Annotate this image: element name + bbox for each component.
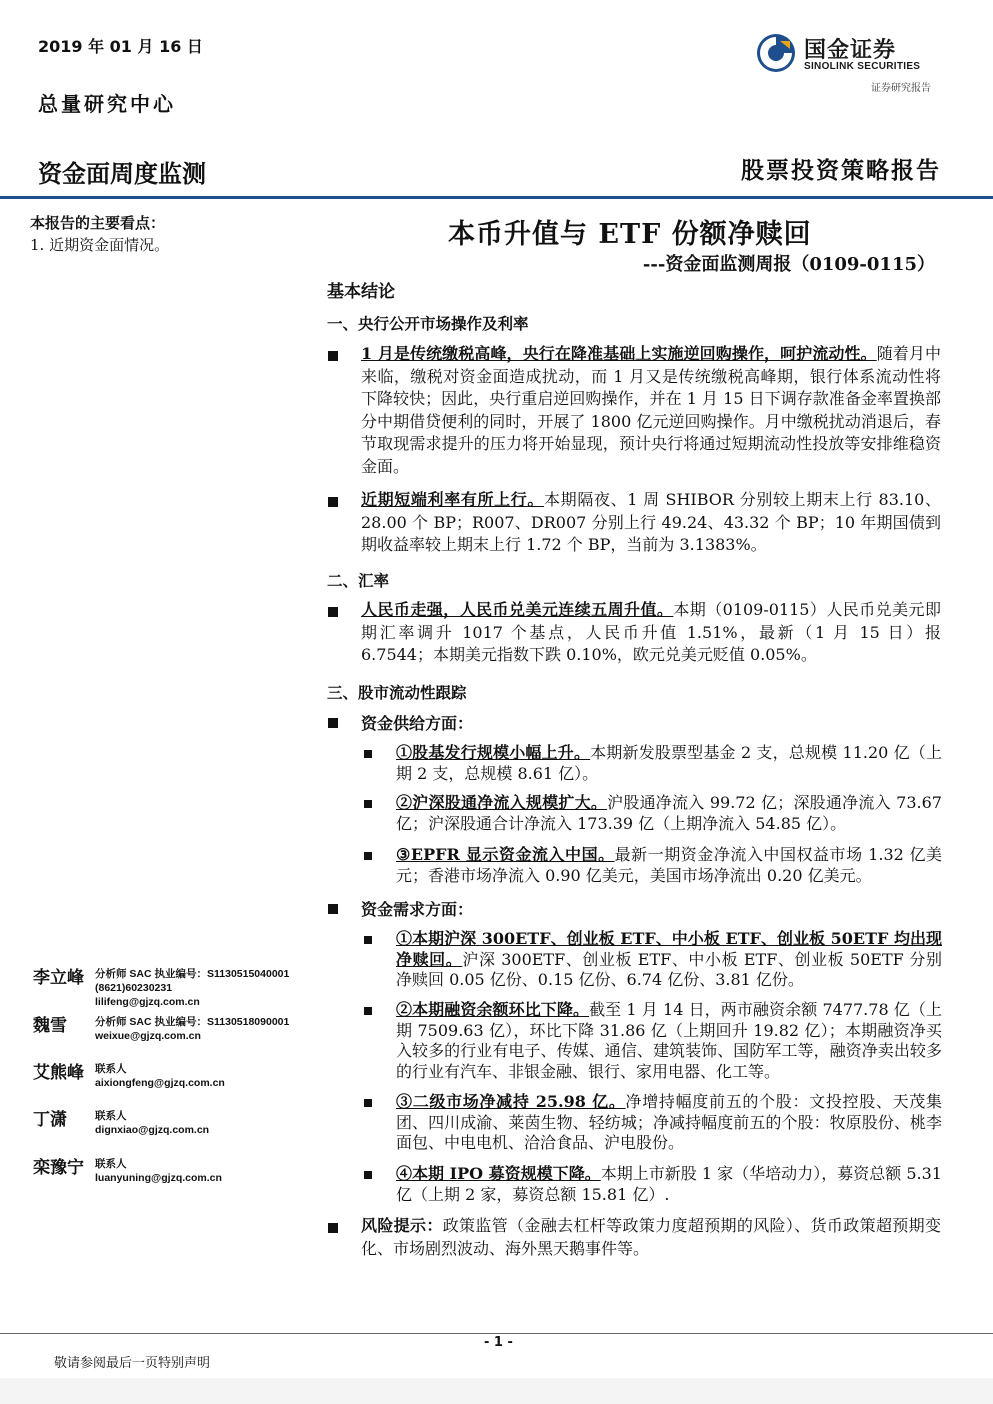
analyst-info: [95, 1062, 225, 1090]
bottom-band: [0, 1378, 993, 1404]
bullet-square-icon: [328, 607, 338, 617]
paragraph-emphasis: ③二级市场净减持 25.98 亿。: [396, 1092, 626, 1111]
bullet-small-icon: [364, 852, 372, 860]
header-divider: [0, 196, 993, 199]
bullet-square-icon: [328, 497, 338, 507]
analyst-info: [95, 1109, 209, 1137]
paragraph: [361, 599, 941, 667]
logo-subtitle: 证券研究报告: [871, 83, 931, 94]
page-number: - 1 -: [484, 1335, 513, 1350]
logo-text-cn: 国金证券: [804, 38, 897, 63]
sub-paragraph: [396, 1092, 942, 1154]
bullet-small-icon: [364, 1171, 372, 1179]
paragraph-body: 沪股通净流入 99.72 亿；深股通净流入 73.67 亿；沪深股通合计净流入 173.39 亿（上期净流入 54.85 亿）。: [396, 793, 942, 833]
section-heading: 三、股市流动性跟踪: [327, 683, 467, 702]
department-name: 总量研究中心: [38, 92, 176, 116]
paragraph-emphasis: ①本期沪深 300ETF、创业板 ETF、中小板 ETF、创业板 50ETF 均出现净赎回。: [396, 929, 942, 969]
main-title: 本币升值与 ETF 份额净赎回: [448, 219, 812, 250]
bullet-small-icon: [364, 1007, 372, 1015]
analyst-line: 联系人: [95, 1063, 127, 1075]
footer-divider: [0, 1333, 993, 1334]
risk-body: 政策监管（金融去杠杆等政策力度超预期的风险）、货币政策超预期变化、市场剧烈波动、海外黑天鹅事件等。: [361, 1216, 941, 1258]
analyst-name: 魏雪: [33, 1016, 67, 1036]
paragraph-emphasis: ②本期融资余额环比下降。: [396, 1000, 590, 1019]
sub-paragraph: [396, 1164, 942, 1205]
paragraph-emphasis: ④本期 IPO 募资规模下降。: [396, 1164, 601, 1183]
bullet-small-icon: [364, 1099, 372, 1107]
paragraph: [361, 489, 941, 557]
analyst-email: luanyuning@gjzq.com.cn: [95, 1172, 222, 1184]
bullet-small-icon: [364, 750, 372, 758]
paragraph-body: 本期上市新股 1 家（华培动力），募资总额 5.31 亿（上期 2 家，募资总额 15.81 亿）.: [396, 1164, 942, 1204]
company-logo: [756, 31, 946, 94]
sinolink-logo-icon: [756, 33, 796, 73]
paragraph-emphasis: 人民币走强，人民币兑美元连续五周升值。: [361, 600, 674, 619]
paragraph: [361, 1215, 941, 1260]
footer-disclaimer: 敬请参阅最后一页特别声明: [54, 1356, 211, 1371]
logo-text-en: SINOLINK SECURITIES: [804, 61, 921, 72]
paragraph-body: 最新一期资金净流入中国权益市场 1.32 亿美元；香港市场净流入 0.90 亿美元，美国市场净流出 0.20 亿美元。: [396, 845, 942, 885]
sidebar-heading: 本报告的主要看点：: [30, 214, 166, 232]
supply-heading: 资金供给方面：: [361, 714, 474, 733]
sub-paragraph: [396, 1000, 942, 1082]
bullet-square-icon: [328, 718, 338, 728]
bullet-small-icon: [364, 800, 372, 808]
analyst-email: aixiongfeng@gjzq.com.cn: [95, 1077, 225, 1089]
analyst-email: weixue@gjzq.com.cn: [95, 1030, 201, 1042]
paragraph-body: 沪深 300ETF、创业板 ETF、中小板 ETF、创业板 50ETF 分别净赎回 0.05 亿份、0.15 亿份、6.74 亿份、3.81 亿份。: [396, 949, 942, 989]
analyst-line: (8621)60230231: [95, 982, 173, 994]
sub-paragraph: [396, 929, 942, 991]
sub-title: ---资金面监测周报（0109-0115）: [642, 254, 935, 275]
analyst-line: 联系人: [95, 1110, 127, 1122]
report-type: 股票投资策略报告: [741, 157, 941, 184]
analyst-name: 艾熊峰: [33, 1063, 84, 1083]
bullet-square-icon: [328, 351, 338, 361]
paragraph-emphasis: 1 月是传统缴税高峰，央行在降准基础上实施逆回购操作，呵护流动性。: [361, 344, 877, 363]
analyst-info: [95, 967, 289, 1009]
demand-heading: 资金需求方面：: [361, 900, 474, 919]
conclusion-heading: 基本结论: [327, 282, 395, 302]
analyst-info: [95, 1015, 289, 1043]
analyst-line: 分析师 SAC 执业编号：S1130518090001: [95, 1016, 290, 1028]
sub-paragraph: [396, 845, 942, 886]
paragraph: [361, 343, 941, 478]
paragraph-emphasis: ①股基发行规模小幅上升。: [396, 743, 591, 762]
report-date: 2019 年 01 月 16 日: [38, 37, 203, 56]
analyst-name: 丁潇: [33, 1110, 67, 1130]
paragraph-body: 截至 1 月 14 日，两市融资余额 7477.78 亿（上期 7509.63 亿），环比下降 31.86 亿（上期回升 19.82 亿）；本期融资净买入较多的行业有电子、传媒、通信、建筑装饰、国防军工等，融资净卖出较多的行业有汽车、非银金融、银行、家用电器、化工等。: [396, 1000, 942, 1081]
analyst-line: 分析师 SAC 执业编号：S1130515040001: [95, 968, 290, 980]
paragraph-body: 随着月中来临，缴税对资金面造成扰动，而 1 月又是传统缴税高峰期，银行体系流动性将下降较快；因此，央行重启逆回购操作，并在 1 月 15 日下调存款准备金率置换部分中期借贷便利的同时，开展了 1800 亿元逆回购操作。月中缴税扰动消退后，春节取现需求提升的压力将开始显现，预计央行将通过短期流动性投放等安排维稳资金面。: [361, 344, 941, 476]
paragraph-body: 净增持幅度前五的个股：文投控股、天茂集团、四川成渝、莱茵生物、轻纺城；净减持幅度前五的个股：牧原股份、桃李面包、中电电机、洽洽食品、沪电股份。: [396, 1092, 942, 1152]
section-heading: 一、央行公开市场操作及利率: [327, 314, 529, 333]
analyst-line: 联系人: [95, 1158, 127, 1170]
analyst-name: 栾豫宁: [33, 1158, 84, 1178]
paragraph-body: 本期（0109-0115）人民币兑美元即期汇率调升 1017 个基点，人民币升值 1.51%，最新（1 月 15 日）报 6.7544；本期美元指数下跌 0.10%，欧元兑美元贬值 0.05%。: [361, 600, 941, 664]
paragraph-emphasis: ③EPFR 显示资金流入中国。: [396, 845, 615, 864]
paragraph-emphasis: 近期短端利率有所上行。: [361, 490, 545, 509]
analyst-email: dignxiao@gjzq.com.cn: [95, 1124, 210, 1136]
analyst-info: [95, 1157, 222, 1185]
analyst-name: 李立峰: [33, 968, 84, 988]
bullet-small-icon: [364, 936, 372, 944]
section-heading: 二、汇率: [327, 571, 390, 590]
sub-paragraph: [396, 743, 942, 784]
paragraph-emphasis: ②沪深股通净流入规模扩大。: [396, 793, 608, 812]
risk-heading: 风险提示：: [361, 1216, 443, 1235]
sub-paragraph: [396, 793, 942, 834]
paragraph-body: 本期新发股票型基金 2 支，总规模 11.20 亿（上期 2 支，总规模 8.61 亿）。: [396, 743, 942, 783]
bullet-square-icon: [328, 904, 338, 914]
paragraph-body: 本期隔夜、1 周 SHIBOR 分别较上期末上行 83.10、28.00 个 BP；R007、DR007 分别上行 49.24、43.32 个 BP；10 年期国债到期收益率较上期末上行 1.72 个 BP，当前为 3.1383%。: [361, 490, 941, 554]
bullet-square-icon: [328, 1223, 338, 1233]
sidebar-item: 1. 近期资金面情况。: [30, 236, 170, 254]
weekly-title: 资金面周度监测: [38, 160, 206, 188]
analyst-email: lilifeng@gjzq.com.cn: [95, 996, 200, 1008]
